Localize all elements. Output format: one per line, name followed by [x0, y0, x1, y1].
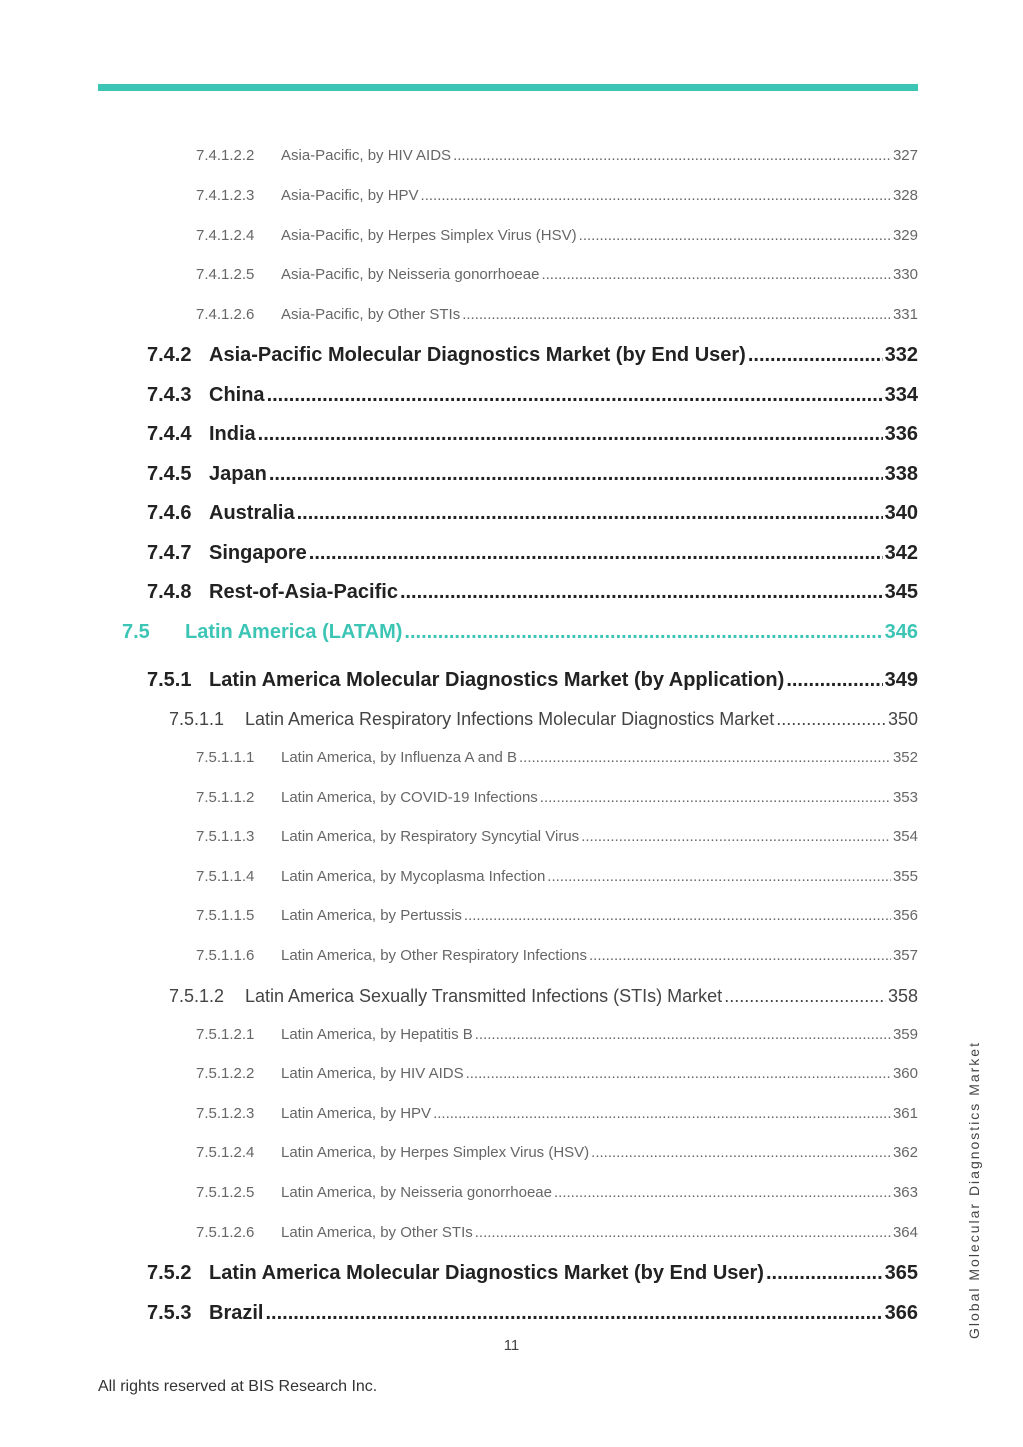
toc-dot-leader [786, 669, 882, 692]
toc-entry-number: 7.4.1.2.5 [196, 266, 255, 283]
toc-entry-page: 357 [892, 947, 918, 964]
toc-entry[interactable] [196, 1105, 918, 1122]
toc-entry-title: Asia-Pacific, by Neisseria gonorrhoeae [281, 266, 540, 283]
toc-entry-page: 353 [892, 789, 918, 806]
toc-entry[interactable] [196, 947, 918, 964]
toc-entry[interactable] [196, 828, 918, 845]
toc-entry-title: Latin America, by Herpes Simplex Virus (HSV) [281, 1144, 590, 1161]
toc-entry-title: Latin America, by Influenza A and B [281, 749, 517, 766]
toc-dot-leader [540, 789, 891, 806]
toc-entry-title: Asia-Pacific, by HIV AIDS [281, 147, 452, 164]
toc-dot-leader [475, 1224, 891, 1241]
toc-entry[interactable] [196, 789, 918, 806]
toc-entry-page: 360 [892, 1065, 918, 1082]
toc-entry-title: Latin America, by Respiratory Syncytial Virus [281, 828, 580, 845]
toc-entry-page: 336 [884, 423, 918, 445]
toc-entry-page: 327 [892, 147, 918, 164]
toc-dot-leader [591, 1144, 891, 1161]
toc-entry-number: 7.4.1.2.3 [196, 187, 255, 204]
page-number: 11 [503, 1337, 520, 1354]
toc-entry-title: Latin America, by Hepatitis B [281, 1026, 473, 1043]
toc-entry-title: Latin America Sexually Transmitted Infections (STIs) Market [245, 986, 723, 1006]
toc-entry-page: 329 [892, 227, 918, 244]
toc-dot-leader [475, 1026, 891, 1043]
toc-entry-title: China [209, 384, 265, 406]
toc-entry[interactable] [196, 266, 918, 283]
toc-dot-leader [724, 986, 886, 1007]
toc-dot-leader [267, 384, 883, 407]
toc-entry-number: 7.5.3 [147, 1302, 192, 1324]
toc-entry-page: 352 [892, 749, 918, 766]
toc-entry-number: 7.4.6 [147, 502, 192, 524]
toc-dot-leader [581, 828, 891, 845]
toc-entry-page: 332 [884, 344, 918, 366]
toc-entry[interactable] [147, 384, 918, 407]
toc-entry-number: 7.5.1.2.2 [196, 1065, 255, 1082]
toc-entry[interactable] [147, 1302, 918, 1325]
toc-entry[interactable] [147, 423, 918, 446]
toc-entry[interactable] [147, 669, 918, 692]
toc-entry-number: 7.5.1.2.1 [196, 1026, 255, 1043]
toc-entry[interactable] [169, 709, 918, 730]
toc-entry-number: 7.5.2 [147, 1262, 192, 1284]
side-label-text: Global Molecular Diagnostics Market [966, 1041, 982, 1339]
toc-dot-leader [297, 502, 883, 525]
toc-entry-title: Latin America Molecular Diagnostics Market (by End User) [209, 1262, 764, 1284]
toc-entry-title: Latin America, by Other STIs [281, 1224, 473, 1241]
toc-dot-leader [776, 709, 886, 730]
toc-entry-number: 7.5.1.2.5 [196, 1184, 255, 1201]
toc-entry-number: 7.4.4 [147, 423, 192, 445]
toc-entry-number: 7.4.1.2.6 [196, 306, 255, 323]
toc-entry[interactable] [169, 986, 918, 1007]
toc-entry-title: Brazil [209, 1302, 264, 1324]
toc-entry-number: 7.5.1.1.3 [196, 828, 255, 845]
toc-dot-leader [541, 266, 891, 283]
toc-entry-number: 7.4.5 [147, 463, 192, 485]
toc-entry-page: 355 [892, 868, 918, 885]
toc-entry-page: 350 [887, 709, 918, 729]
toc-entry-title: Latin America, by Other Respiratory Infections [281, 947, 587, 964]
toc-entry-page: 328 [892, 187, 918, 204]
toc-entry-number: 7.5.1.2.4 [196, 1144, 255, 1161]
toc-entry-title: Japan [209, 463, 267, 485]
toc-entry-number: 7.4.2 [147, 344, 192, 366]
toc-entry[interactable] [196, 147, 918, 164]
toc-entry-number: 7.5.1.1 [169, 709, 225, 729]
toc-entry-title: Latin America Molecular Diagnostics Market (by Application) [209, 669, 785, 691]
toc-entry-number: 7.4.1.2.4 [196, 227, 255, 244]
toc-entry-title: Asia-Pacific, by HPV [281, 187, 419, 204]
toc-entry[interactable] [196, 749, 918, 766]
toc-entry-number: 7.5.1.1.5 [196, 907, 255, 924]
toc-dot-leader [547, 868, 891, 885]
toc-entry-page: 338 [884, 463, 918, 485]
toc-entry-number: 7.4.3 [147, 384, 192, 406]
toc-dot-leader [309, 542, 883, 565]
toc-entry-page: 359 [892, 1026, 918, 1043]
toc-entry-page: 363 [892, 1184, 918, 1201]
toc-entry-title: India [209, 423, 256, 445]
toc-entry[interactable] [122, 621, 918, 644]
toc-dot-leader [579, 227, 891, 244]
toc-entry-title: Latin America (LATAM) [185, 621, 403, 643]
toc-entry[interactable] [196, 1026, 918, 1043]
toc-entry-title: Latin America, by Mycoplasma Infection [281, 868, 546, 885]
toc-entry-number: 7.4.8 [147, 581, 192, 603]
toc-dot-leader [400, 581, 883, 604]
toc-entry-title: Asia-Pacific, by Herpes Simplex Virus (HSV) [281, 227, 577, 244]
toc-entry-page: 349 [884, 669, 918, 691]
toc-entry-number: 7.5.1.1.6 [196, 947, 255, 964]
toc-entry[interactable] [196, 1144, 918, 1161]
toc-entry-number: 7.5.1.2.3 [196, 1105, 255, 1122]
toc-entry-page: 362 [892, 1144, 918, 1161]
toc-dot-leader [258, 423, 883, 446]
toc-entry[interactable] [196, 1065, 918, 1082]
toc-entry-page: 356 [892, 907, 918, 924]
toc-entry-title: Latin America, by Pertussis [281, 907, 462, 924]
toc-entry[interactable] [196, 1184, 918, 1201]
toc-dot-leader [453, 147, 891, 164]
toc-entry-page: 342 [884, 542, 918, 564]
toc-entry-title: Latin America, by HIV AIDS [281, 1065, 464, 1082]
toc-entry-title: Latin America Respiratory Infections Molecular Diagnostics Market [245, 709, 775, 729]
toc-dot-leader [519, 749, 891, 766]
toc-entry[interactable] [196, 187, 918, 204]
toc-entry[interactable] [147, 581, 918, 604]
toc-entry[interactable] [196, 1224, 918, 1241]
toc-entry[interactable] [196, 306, 918, 323]
toc-dot-leader [589, 947, 891, 964]
toc-entry-page: 364 [892, 1224, 918, 1241]
toc-entry-title: Australia [209, 502, 295, 524]
toc-entry-number: 7.5.1.1.4 [196, 868, 255, 885]
toc-entry[interactable] [147, 344, 918, 367]
toc-entry[interactable] [147, 502, 918, 525]
toc-entry-page: 366 [884, 1302, 918, 1324]
toc-entry-number: 7.5.1 [147, 669, 192, 691]
toc-entry-number: 7.5.1.2 [169, 986, 225, 1006]
toc-dot-leader [748, 344, 883, 367]
toc-entry-title: Asia-Pacific Molecular Diagnostics Market (by End User) [209, 344, 746, 366]
toc-entry-title: Rest-of-Asia-Pacific [209, 581, 398, 603]
footer-copyright: All rights reserved at BIS Research Inc. [98, 1378, 378, 1395]
toc-entry-title: Latin America, by Neisseria gonorrhoeae [281, 1184, 552, 1201]
toc-entry-title: Singapore [209, 542, 307, 564]
toc-entry[interactable] [147, 542, 918, 565]
toc-dot-leader [265, 1302, 882, 1325]
toc-entry-number: 7.5.1.2.6 [196, 1224, 255, 1241]
toc-dot-leader [421, 187, 891, 204]
toc-entry-title: Asia-Pacific, by Other STIs [281, 306, 461, 323]
toc-dot-leader [269, 463, 883, 486]
toc-entry[interactable] [147, 463, 918, 486]
toc-entry-page: 354 [892, 828, 918, 845]
toc-dot-leader [433, 1105, 891, 1122]
toc-entry[interactable] [196, 907, 918, 924]
toc-entry-title: Latin America, by HPV [281, 1105, 432, 1122]
toc-entry-number: 7.5 [122, 621, 150, 643]
toc-dot-leader [404, 621, 882, 644]
toc-dot-leader [554, 1184, 891, 1201]
toc-dot-leader [464, 907, 891, 924]
toc-entry-number: 7.4.1.2.2 [196, 147, 255, 164]
toc-entry-number: 7.4.7 [147, 542, 192, 564]
toc-entry[interactable] [196, 868, 918, 885]
toc-entry-page: 331 [892, 306, 918, 323]
toc-entry[interactable] [196, 227, 918, 244]
toc-entry-page: 330 [892, 266, 918, 283]
toc-entry-number: 7.5.1.1.2 [196, 789, 255, 806]
toc-entry-page: 334 [884, 384, 918, 406]
toc-dot-leader [466, 1065, 891, 1082]
toc-entry-title: Latin America, by COVID-19 Infections [281, 789, 538, 806]
toc-entry-page: 365 [884, 1262, 918, 1284]
toc-entry-page: 345 [884, 581, 918, 603]
toc-entry-page: 361 [892, 1105, 918, 1122]
toc-entry-number: 7.5.1.1.1 [196, 749, 255, 766]
toc-entry[interactable] [147, 1262, 918, 1285]
toc-dot-leader [462, 306, 891, 323]
toc-dot-leader [766, 1262, 883, 1285]
toc-entry-page: 358 [887, 986, 918, 1006]
toc-entry-page: 346 [884, 621, 918, 643]
toc-entry-page: 340 [884, 502, 918, 524]
